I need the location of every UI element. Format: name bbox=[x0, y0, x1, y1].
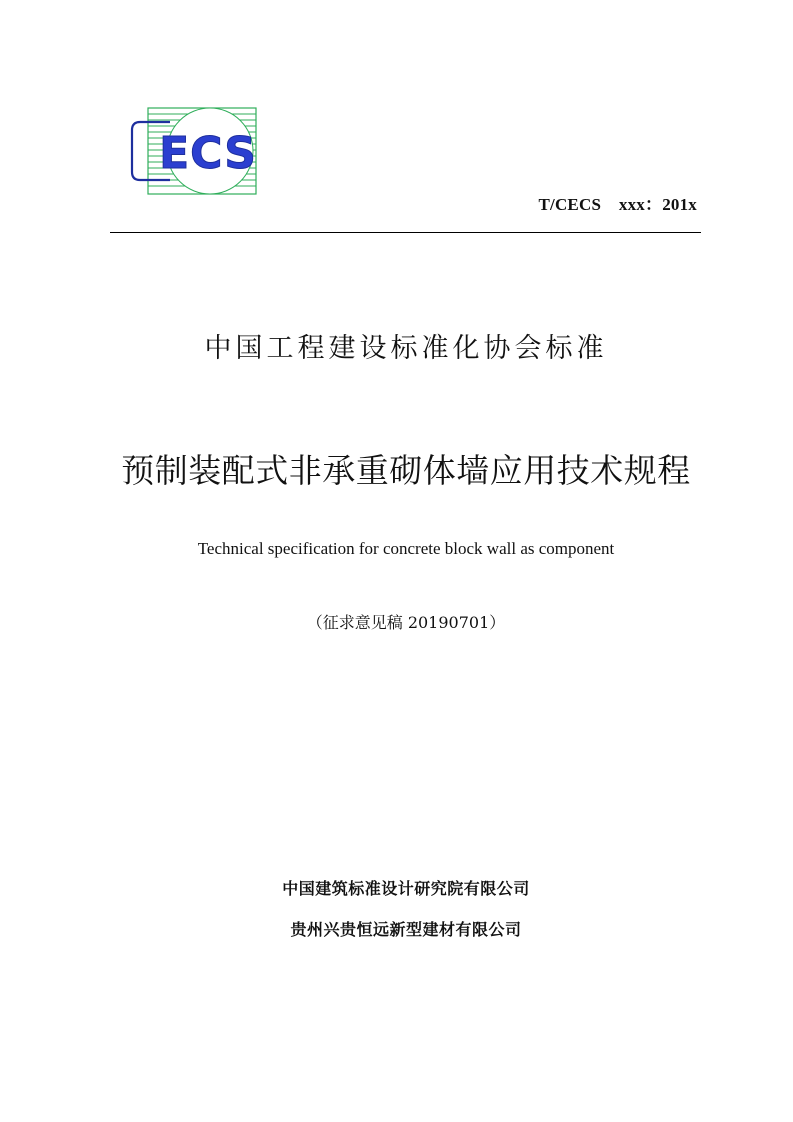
ecs-logo bbox=[126, 104, 276, 198]
logo-text: ECS bbox=[159, 128, 257, 179]
organization-2: 贵州兴贵恒远新型建材有限公司 bbox=[290, 920, 522, 939]
draft-note: （征求意见稿 20190701） bbox=[306, 613, 506, 632]
document-title-zh: 预制装配式非承重砌体墙应用技术规程 bbox=[121, 451, 691, 490]
standard-code: T/CECS xxx：201x bbox=[538, 195, 697, 214]
header-divider bbox=[110, 232, 701, 233]
association-name: 中国工程建设标准化协会标准 bbox=[204, 333, 608, 364]
document-title-en: Technical specification for concrete block wall as component bbox=[197, 539, 615, 558]
organization-1: 中国建筑标准设计研究院有限公司 bbox=[282, 879, 530, 898]
